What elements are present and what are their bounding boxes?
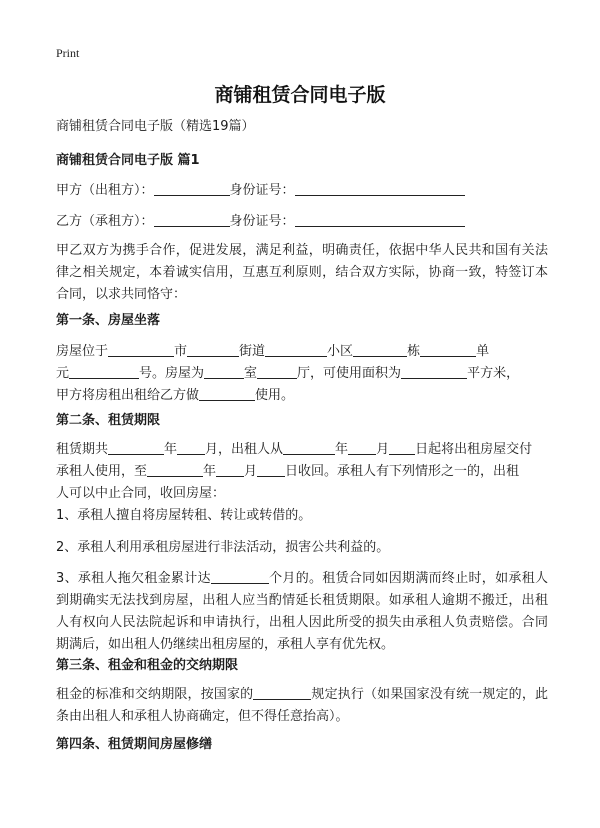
party-a-label: 甲方（出租方）： (56, 183, 154, 198)
party-a-name-blank[interactable] (154, 180, 230, 196)
s2-text: 年 (335, 442, 349, 457)
section-2-paragraph (56, 439, 548, 505)
s1-text: 栋 (407, 344, 421, 359)
s1-text: 室 (244, 366, 258, 381)
s2-text: 人可以中止合同，收回房屋： (56, 486, 226, 501)
document-subtitle: 商铺租赁合同电子版（精选19篇） (56, 119, 255, 134)
s2-text: 月 (376, 442, 390, 457)
party-a-id-blank[interactable] (295, 180, 465, 196)
s3-text: 租金的标准和交纳期限，按国家的 (56, 687, 254, 702)
party-a-line (56, 180, 546, 202)
fill-blank[interactable] (257, 461, 285, 477)
party-b-name-blank[interactable] (154, 211, 230, 227)
fill-blank[interactable] (187, 341, 239, 357)
s2-text: 日收回。承租人有下列情形之一的，出租 (285, 464, 520, 479)
s1-text: 甲方将房租出租给乙方做 (56, 388, 200, 403)
s2-text: 日起将出租房屋交付 (415, 442, 533, 457)
s2-text: 承租人使用，至 (56, 464, 148, 479)
fill-blank[interactable] (353, 341, 407, 357)
fill-blank[interactable] (216, 461, 244, 477)
fill-blank[interactable] (108, 439, 164, 455)
s1-text: 平方米， (467, 366, 520, 381)
party-a-id-label: 身份证号： (229, 183, 295, 198)
fill-blank[interactable] (147, 461, 203, 477)
document-title: 商铺租赁合同电子版 (214, 84, 386, 106)
fill-blank[interactable] (257, 363, 297, 379)
fill-blank[interactable] (389, 439, 415, 455)
fill-blank[interactable] (283, 439, 335, 455)
s1-text: 厅，可使用面积为 (297, 366, 402, 381)
s2-text: 年 (203, 464, 217, 479)
fill-blank[interactable] (265, 341, 327, 357)
fill-blank[interactable] (108, 341, 174, 357)
item3-text: 3、承租人拖欠租金累计达 (56, 571, 211, 586)
section-2-heading: 第二条、租赁期限 (56, 413, 161, 428)
s1-text: 使用。 (255, 388, 295, 403)
section-3-heading: 第三条、租金和租金的交纳期限 (56, 658, 239, 673)
intro-paragraph: 甲乙双方为携手合作，促进发展，满足利益，明确责任，依据中华人民共和国有关法律之相关规定，本着诚实信用，互惠互利原则，结合双方实际，协商一致，特签订本合同，以求共同恪守： (56, 243, 548, 302)
s1-text: 单 (476, 344, 490, 359)
party-b-line (56, 211, 546, 233)
fill-blank[interactable] (199, 385, 255, 401)
fill-blank[interactable] (253, 684, 311, 700)
s1-text: 房屋位于 (56, 344, 109, 359)
list-item (56, 568, 548, 656)
fill-blank[interactable] (420, 341, 476, 357)
article-title: 商铺租赁合同电子版 篇1 (56, 153, 200, 168)
s1-text: 小区 (327, 344, 354, 359)
party-b-id-blank[interactable] (295, 211, 465, 227)
section-1-paragraph (56, 341, 548, 407)
s2-text: 年 (164, 442, 178, 457)
s2-text: 月 (244, 464, 258, 479)
fill-blank[interactable] (177, 439, 205, 455)
item3-text: 个月的。租赁合同如因期满而终止时，如承租人到期确实无法找到房屋，出租人应当酌情延长租赁期限。如承租人逾期不搬迁，出租人有权向人民法院起诉和申请执行，出租人因此所受的损失由承租人负责赔偿。合同期满后，如出租人仍继续出租房屋的，承租人享有优先权。 (56, 571, 548, 652)
s3-text: 规定执行（如果国家没有统一规定的，此条由出租人和承租人协商确定，但不得任意抬高）。 (56, 687, 548, 724)
fill-blank[interactable] (211, 568, 269, 584)
fill-blank[interactable] (69, 363, 139, 379)
print-label[interactable]: Print (56, 46, 80, 60)
s1-text: 市 (174, 344, 188, 359)
section-1-heading: 第一条、房屋坐落 (56, 313, 161, 328)
s1-text: 街道 (239, 344, 266, 359)
s2-text: 月，出租人从 (205, 442, 284, 457)
list-item: 2、承租人利用承租房屋进行非法活动，损害公共利益的。 (56, 540, 390, 555)
fill-blank[interactable] (401, 363, 467, 379)
fill-blank[interactable] (204, 363, 244, 379)
section-4-heading: 第四条、租赁期间房屋修缮 (56, 737, 213, 752)
s2-text: 租赁期共 (56, 442, 109, 457)
s1-text: 号。房屋为 (139, 366, 205, 381)
s1-text: 元 (56, 366, 70, 381)
fill-blank[interactable] (348, 439, 376, 455)
party-b-id-label: 身份证号： (229, 214, 295, 229)
section-3-paragraph (56, 684, 548, 728)
list-item: 1、承租人擅自将房屋转租、转让或转借的。 (56, 508, 312, 523)
party-b-label: 乙方（承租方）： (56, 214, 154, 229)
